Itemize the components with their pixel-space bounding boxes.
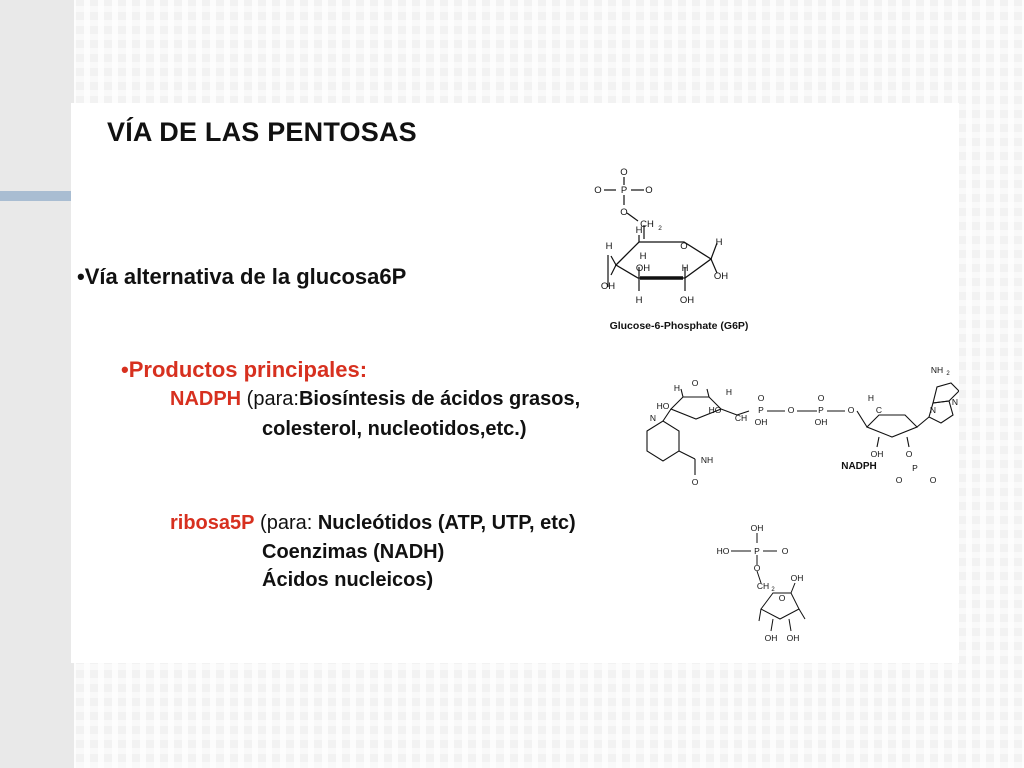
nadph-p-2: P (818, 405, 824, 415)
g6p-h-2: H (635, 225, 643, 236)
g6p-h-1: H (605, 241, 613, 252)
nadph-o-bridge: O (787, 405, 795, 415)
g6p-o-link: O (620, 207, 628, 218)
nadph-o-1: O (757, 393, 765, 403)
g6p-ring-o: O (680, 241, 688, 252)
nadph-o-ring1: O (691, 378, 699, 388)
ribosa-uses: Nucleótidos (ATP, UTP, etc) (317, 512, 576, 534)
nadph-o-4: O (905, 449, 913, 459)
products-heading: •Productos principales: (121, 357, 368, 382)
nadph-h-1: H (673, 383, 681, 393)
g6p-h-3: H (715, 237, 723, 248)
ribosa-uses-line3: Ácidos nucleicos) (262, 569, 434, 591)
nadph-p-1: P (758, 405, 764, 415)
slide-canvas (71, 103, 959, 663)
g6p-h-5: H (681, 263, 689, 274)
nadph-c: C (875, 405, 883, 415)
ribosa-line (170, 512, 576, 535)
g6p-ch2: CH (640, 219, 654, 230)
nadph-ch2: CH (734, 413, 748, 423)
r5p-ch2: CH (756, 581, 770, 591)
nadph-oh-2: OH (814, 417, 828, 427)
g6p-h-4: H (639, 251, 647, 262)
nadph-oh-3: OH (870, 449, 884, 459)
r5p-p: P (754, 546, 760, 556)
r5p-o-dbl: O (781, 546, 789, 556)
nadph-para: (para: (241, 388, 299, 410)
g6p-o-top: O (620, 167, 628, 178)
nadph-nh2: NH (930, 365, 944, 375)
nadph-h-2: H (725, 387, 733, 397)
g6p-o-right: O (645, 185, 653, 196)
nadph-n-1: N (929, 405, 937, 415)
g6p-h-6: H (635, 295, 643, 306)
nadph-ho-2: HO (708, 405, 722, 415)
r5p-oh-top: OH (750, 523, 764, 533)
g6p-structure-figure (571, 163, 781, 338)
nadph-o-3: O (847, 405, 855, 415)
r5p-ho: HO (716, 546, 730, 556)
left-decor-strip (0, 0, 74, 768)
nadph-h2: H (867, 393, 875, 403)
bullet-main: •Vía alternativa de la glucosa6P (77, 264, 407, 289)
nadph-o-amide: O (691, 477, 699, 487)
g6p-oh-2: OH (713, 271, 729, 282)
nadph-nh2-sub: 2 (946, 371, 950, 377)
nadph-n-2: N (951, 397, 959, 407)
g6p-oh-4: OH (679, 295, 695, 306)
g6p-ch2-sub: 2 (658, 225, 662, 232)
g6p-oh-1: OH (635, 263, 651, 274)
g6p-o-left: O (594, 185, 602, 196)
r5p-o-link: O (753, 563, 761, 573)
ribosa-uses-line2: Coenzimas (NADH) (262, 541, 445, 563)
accent-bar (0, 191, 75, 201)
nadph-uses: Biosíntesis de ácidos grasos, (298, 388, 581, 410)
nadph-caption: NADPH (841, 461, 877, 472)
nadph-uses-line2: colesterol, nucleotidos,etc.) (262, 418, 527, 440)
nadph-nh2-amide: NH (700, 455, 714, 465)
g6p-oh-3: OH (600, 281, 616, 292)
ribosa-name: ribosa5P (170, 512, 255, 534)
r5p-oh-anomeric: OH (790, 573, 804, 583)
r5p-oh-2: OH (764, 633, 778, 643)
nadph-ho-1: HO (656, 401, 670, 411)
nadph-o-5: O (929, 475, 937, 485)
ribosa-para: (para: (254, 512, 318, 534)
ribose5p-structure-figure (711, 521, 821, 646)
nadph-oh-1: OH (754, 417, 768, 427)
nadph-structure-figure (637, 361, 959, 496)
g6p-caption: Glucose-6-Phosphate (G6P) (609, 320, 749, 332)
nadph-n-3: N (649, 413, 657, 423)
nadph-line (170, 388, 580, 411)
nadph-p-3: P (912, 463, 918, 473)
r5p-oh-3: OH (786, 633, 800, 643)
g6p-p: P (620, 185, 628, 196)
nadph-o-6: O (895, 475, 903, 485)
nadph-name: NADPH (170, 388, 242, 410)
r5p-ch2-sub: 2 (771, 587, 775, 593)
r5p-ring-o: O (778, 593, 786, 603)
nadph-o-2: O (817, 393, 825, 403)
slide-title: VÍA DE LAS PENTOSAS (107, 117, 417, 147)
